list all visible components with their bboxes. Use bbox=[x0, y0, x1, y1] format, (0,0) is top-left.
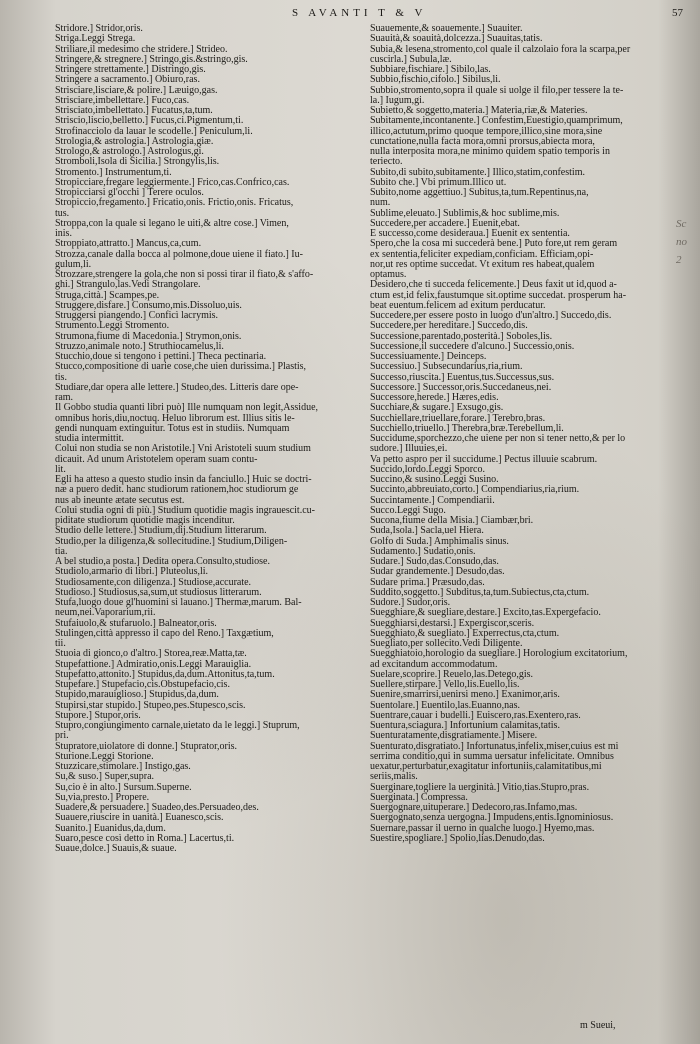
dictionary-entry-line: Sturione.Leggi Storione. bbox=[55, 750, 154, 762]
dictionary-entry-line: Su,& suso.] Super,supra. bbox=[55, 771, 155, 783]
dictionary-entry-line: cunctatione,nulla facta mora,omni prorsus,abiecta mora, bbox=[370, 135, 595, 147]
dictionary-entry-line: Strozzare,strengere la gola,che non si possi tirar il fiato,& s'affo- bbox=[55, 269, 314, 280]
dictionary-entry-line: Suellere,stirpare.] Vello,lis.Euello,lis. bbox=[370, 679, 520, 690]
dictionary-entry-line: Studiare,dar opera alle lettere.] Studeo,des. Litteris dare ope- bbox=[55, 381, 299, 393]
dictionary-entry-line: Subbiare,fischiare.] Sibilo,las. bbox=[370, 64, 491, 75]
running-head: S AVANTI T & V bbox=[292, 7, 427, 19]
dictionary-entry-line: ex sententia,feliciter expediam,conficiam. Efficiam,opi- bbox=[370, 248, 594, 260]
dictionary-entry-line: næ a puero dedit. hanc studiorum rationem,hoc studiorum ge bbox=[55, 484, 299, 496]
dictionary-entry-line: tis. bbox=[55, 371, 67, 383]
dictionary-entry-line: Suenire,smarrirsi,uenirsi meno.] Exanimor,aris. bbox=[370, 689, 560, 701]
dictionary-entry-line: Stropicciarsi gl'occhi ] Terere oculos. bbox=[55, 187, 204, 198]
dictionary-entry-line: Successione,il succedere d'alcuno.] Successio,onis. bbox=[370, 340, 575, 352]
dictionary-entry-line: Subbio,fischio,cifolo.] Sibilus,li. bbox=[370, 74, 501, 86]
dictionary-entry-line: Stucchio,doue si tengono i pettini.] Theca pectinaria. bbox=[55, 351, 267, 362]
dictionary-entry-line: Su,cio è in alto.] Sursum.Superne. bbox=[55, 781, 192, 793]
dictionary-entry-line: Suernare,passar il uerno in qualche luogo.] Hyemo,mas. bbox=[370, 822, 595, 834]
dictionary-entry-line: Striscio,liscio,belletto.] Fucus,ci.Pigmentum,ti. bbox=[55, 115, 244, 127]
dictionary-entry-line: Sudar grandemente.] Desudo,das. bbox=[370, 566, 505, 578]
dictionary-entry-line: Su,via,presto.] Propere. bbox=[55, 791, 150, 803]
dictionary-entry-line: Successione,parentado,posterità.] Soboles,lis. bbox=[370, 330, 553, 342]
dictionary-entry-line: Sudamento.] Sudatio,onis. bbox=[370, 545, 476, 557]
page-number: 57 bbox=[672, 7, 683, 19]
dictionary-entry-line: ad excitandum accommodatum. bbox=[370, 658, 498, 670]
dictionary-entry-line: Golfo di Suda.] Amphimalis sinus. bbox=[370, 535, 509, 547]
dictionary-entry-line: Sudare.] Sudo,das.Consudo,das. bbox=[370, 556, 499, 567]
dictionary-entry-line: Stupore.] Stupor,oris. bbox=[55, 709, 141, 721]
dictionary-entry-line: Sudare prima.] Præsudo,das. bbox=[370, 576, 485, 588]
dictionary-entry-line: Suaue,dolce.] Suauis,& suaue. bbox=[55, 843, 177, 854]
dictionary-entry-line: Succo.Leggi Sugo. bbox=[370, 504, 446, 516]
dictionary-entry-line: Stroppa,con la quale si legano le uiti,& altre cose.] Vimen, bbox=[55, 217, 289, 229]
dictionary-entry-line: Stringere a sacramento.] Obiuro,ras. bbox=[55, 74, 200, 86]
dictionary-entry-line: ctum est,id felix,faustumque sit.optime succedat. prosperum ha- bbox=[370, 289, 627, 301]
dictionary-entry-line: Stringere strettamente.] Distringo,gis. bbox=[55, 64, 206, 75]
dictionary-entry-line: Strisciare,lisciare,& polire.] Læuigo,gas. bbox=[55, 84, 218, 96]
dictionary-entry-line: Succhiellare,triuellare,forare.] Terebro,bras. bbox=[370, 412, 546, 424]
dictionary-entry-line: Suaro,pesce così detto in Roma.] Lacertus,ti. bbox=[55, 832, 235, 844]
dictionary-entry-line: Strisciare,imbellettare.] Fuco,cas. bbox=[55, 94, 190, 106]
dictionary-entry-line: Subito che.] Vbi primum.Illico ut. bbox=[370, 176, 507, 188]
dictionary-entry-line: Stufa,luogo doue gl'huomini si lauano.] Thermæ,marum. Bal- bbox=[55, 597, 302, 608]
dictionary-entry-line: Studio delle lettere.] Studium,dij.Studium litterarum. bbox=[55, 525, 267, 537]
dictionary-entry-line: Struzzo,animale noto.] Struthiocamelus,li. bbox=[55, 340, 224, 352]
dictionary-entry-line: Stridore.] Stridor,oris. bbox=[55, 23, 143, 34]
dictionary-entry-line: inis. bbox=[55, 228, 72, 239]
dictionary-entry-line: tus. bbox=[55, 207, 70, 219]
dictionary-entry-line: Struggersi piangendo.] Conficì lacrymis. bbox=[55, 310, 219, 321]
dictionary-entry-line: Suergognare,uituperare.] Dedecoro,ras.Infamo,mas. bbox=[370, 802, 578, 813]
dictionary-entry-line: dicauit. Ad unum Aristotelem operam suam contu- bbox=[55, 453, 258, 465]
dictionary-entry-line: Stupefare.] Stupefacio,cis.Obstupefacio,cis. bbox=[55, 679, 230, 690]
dictionary-entry-line: E successo,come desideraua.] Euenit ex sententia. bbox=[370, 228, 570, 239]
right-column bbox=[370, 24, 690, 844]
dictionary-entry-line: Suauemente,& soauemente.] Suauiter. bbox=[370, 23, 523, 34]
dictionary-entry-line: Suerginata.] Compressa. bbox=[370, 791, 468, 803]
dictionary-entry-line: Suestire,spogliare.] Spolio,lias.Denudo,das. bbox=[370, 832, 545, 844]
dictionary-entry-line: gulum,li. bbox=[55, 258, 92, 270]
dictionary-entry-line: Succino,& susino.Leggi Susino. bbox=[370, 474, 499, 485]
dictionary-entry-line: Studiosamente,con diligenza.] Studiose,accurate. bbox=[55, 576, 252, 588]
dictionary-entry-line: Strumona,fiume di Macedonia.] Strymon,onis. bbox=[55, 330, 242, 342]
dictionary-entry-line: studia intermittit. bbox=[55, 433, 124, 444]
dictionary-entry-line: Subbio,stromento,sopra il quale si uolge il filo,per tessere la te- bbox=[370, 84, 624, 96]
dictionary-entry-line: Studioso.] Studiosus,sa,sum,ut studiosus litterarum. bbox=[55, 586, 262, 598]
left-column bbox=[55, 24, 370, 854]
dictionary-entry-line: Suelare,scoprire.] Reuelo,las.Detego,gis. bbox=[370, 668, 534, 680]
dictionary-entry-line: Stulingen,città appresso il capo del Reno.] Taxgætium, bbox=[55, 627, 274, 639]
dictionary-entry-line: Succidume,sporchezzo,che uiene per non si tener netto,& per lo bbox=[370, 433, 626, 444]
dictionary-entry-line: teriecto. bbox=[370, 156, 403, 168]
dictionary-entry-line: Stropiccio,fregamento.] Fricatio,onis. Frictio,onis. Fricatus, bbox=[55, 197, 294, 209]
dictionary-entry-line: Suauità,& soauità,dolcezza.] Suauitas,tatis. bbox=[370, 33, 543, 45]
dictionary-entry-line: nor,ut res optime succedat. Vt exitum res habeat,qualem bbox=[370, 258, 595, 270]
dictionary-entry-line: Sublime,eleuato.] Sublimis,& hoc sublime,mis. bbox=[370, 207, 560, 219]
dictionary-entry-line: Stroppiato,attratto.] Mancus,ca,cum. bbox=[55, 238, 202, 250]
dictionary-entry-line: Succedere,per hereditare.] Succedo,dis. bbox=[370, 320, 528, 332]
dictionary-entry-line: Subito,nome aggettiuo.] Subitus,ta,tum.Repentinus,na, bbox=[370, 187, 589, 198]
dictionary-entry-line: Studiolo,armario di libri.] Pluteolus,li. bbox=[55, 566, 209, 578]
dictionary-entry-line: Stupefatto,attonito.] Stupidus,da,dum.Attonitus,ta,tum. bbox=[55, 668, 275, 680]
dictionary-entry-line: Successiuamente.] Deinceps. bbox=[370, 351, 487, 362]
dictionary-entry-line: uexatur,perturbatur,exagitatur infortuniis,calamitatibus,mi bbox=[370, 761, 602, 772]
dictionary-entry-line: Stuzzicare,stimolare.] Instigo,gas. bbox=[55, 761, 191, 772]
dictionary-entry-line: Stufaiuolo,& stufaruolo.] Balneator,oris. bbox=[55, 617, 217, 629]
dictionary-entry-line: Egli ha atteso a questo studio insin da fanciullo.] Huic se doctri- bbox=[55, 474, 312, 485]
dictionary-entry-line: gendi nunquam extinguitur. Totus est in studiis. Numquam bbox=[55, 422, 290, 434]
dictionary-entry-line: Succedere,per accadere.] Euenit,ebat. bbox=[370, 217, 520, 229]
dictionary-entry-line: sudore.] Illuuies,ei. bbox=[370, 443, 448, 455]
dictionary-entry-line: Subito,di subito,subitamente.] Illico,statim,confestim. bbox=[370, 166, 585, 178]
dictionary-entry-line: Suadere,& persuadere.] Suadeo,des.Persuadeo,des. bbox=[55, 802, 259, 813]
dictionary-entry-line: Suddito,soggetto.] Subditus,ta,tum.Subiectus,cta,ctum. bbox=[370, 586, 590, 598]
dictionary-entry-line: Stromento.] Instrumentum,ti. bbox=[55, 166, 172, 178]
dictionary-entry-line: Suentrare,cauar i budelli.] Euiscero,ras.Exentero,ras. bbox=[370, 709, 581, 721]
dictionary-entry-line: serrima conditio,qui in summa uersatur infelicitate. Omnibus bbox=[370, 750, 614, 762]
dictionary-entry-line: piditate studiorum quotidie magis incenditur. bbox=[55, 515, 235, 526]
dictionary-entry-line: Struga,città.] Scampes,pe. bbox=[55, 289, 160, 301]
dictionary-entry-line: Suentura,sciagura.] Infortunium calamitas,tatis. bbox=[370, 720, 560, 731]
margin-note-fragment: 2 bbox=[676, 254, 682, 266]
dictionary-entry-line: Suerginare,togliere la uerginità.] Vitio,tias.Stupro,pras. bbox=[370, 781, 590, 793]
dictionary-entry-line: Suenturatamente,disgratiamente.] Misere. bbox=[370, 730, 538, 742]
dictionary-entry-line: Strologo,& astrologo.] Astrologus,gi. bbox=[55, 146, 204, 157]
dictionary-entry-line: ram. bbox=[55, 392, 74, 403]
dictionary-entry-line: Suenturato,disgratiato.] Infortunatus,infelix,miser,cuius est mi bbox=[370, 740, 619, 752]
dictionary-entry-line: lit. bbox=[55, 463, 66, 475]
dictionary-entry-line: beat euentum.felicem ad exitum perducatur. bbox=[370, 299, 546, 311]
dictionary-entry-line: Il Gobbo studia quanti libri può] Ille numquam non legit,Assidue, bbox=[55, 402, 319, 414]
dictionary-entry-line: Stupirsi,star stupido.] Stupeo,pes.Stupesco,scis. bbox=[55, 699, 246, 711]
dictionary-entry-line: seriis,malis. bbox=[370, 771, 418, 783]
dictionary-entry-line: Colui studia ogni dì più.] Studium quotidie magis ingrauescit.cu- bbox=[55, 504, 315, 516]
dictionary-entry-line: Strozza,canale dalla bocca al polmone,doue uiene il fiato.] Iu- bbox=[55, 248, 303, 260]
dictionary-entry-line: tii. bbox=[55, 638, 66, 649]
dictionary-entry-line: illico,actutum,primo quoque tempore,illico,sine mora,sine bbox=[370, 125, 603, 137]
dictionary-entry-line: Desidero,che ti succeda felicemente.] Deus faxit ut id,quod a- bbox=[370, 279, 617, 291]
dictionary-entry-line: Studio,per la diligenza,& sollecitudine.] Studium,Diligen- bbox=[55, 535, 288, 547]
dictionary-entry-line: Successo,riuscita.] Euentus,tus.Successus,sus. bbox=[370, 371, 555, 383]
dictionary-entry-line: Struggere,disfare.] Consumo,mis.Dissoluo,uis. bbox=[55, 299, 242, 311]
page-header bbox=[0, 4, 700, 22]
dictionary-entry-line: Suegliato,per sollecito.Vedi Diligente. bbox=[370, 638, 523, 649]
dictionary-entry-line: Stupefattione.] Admiratio,onis.Leggi Marauiglia. bbox=[55, 658, 252, 670]
dictionary-entry-line: Stringere,& stregnere.] Stringo,gis.&stringo,gis. bbox=[55, 53, 248, 65]
dictionary-entry-line: Suda,Isola.] Sacla,uel Hiera. bbox=[370, 525, 484, 537]
dictionary-entry-line: Suegghiare,& suegliare,destare.] Excito,tas.Expergefacio. bbox=[370, 607, 601, 619]
dictionary-entry-line: nulla interposita mora,ne minimo quidem spatio temporis in bbox=[370, 146, 610, 157]
dictionary-entry-line: Suegghiarsi,destarsi.] Expergiscor,sceris. bbox=[370, 617, 535, 629]
dictionary-entry-line: Sudore.] Sudor,oris. bbox=[370, 597, 451, 608]
dictionary-entry-line: Successore.] Successor,oris.Succedaneus,nei. bbox=[370, 381, 552, 393]
dictionary-entry-line: Suauere,riuscire in uanità.] Euanesco,scis. bbox=[55, 812, 224, 824]
dictionary-entry-line: pri. bbox=[55, 730, 69, 742]
dictionary-entry-line: Succinto,abbreuiato,corto.] Compendiarius,ria,rium. bbox=[370, 484, 580, 496]
dictionary-entry-line: Suentolare.] Euentilo,las.Euanno,nas. bbox=[370, 699, 520, 711]
dictionary-entry-line: Va petto aspro per il succidume.] Pectus illuuie scabrum. bbox=[370, 453, 598, 465]
dictionary-entry-line: la.] Iugum,gi. bbox=[370, 94, 425, 106]
dictionary-entry-line: Stupido,marauiglioso.] Stupidus,da,dum. bbox=[55, 689, 219, 701]
dictionary-entry-line: Suegghiatoio,horologio da suegliare.] Horologium excitatorium, bbox=[370, 648, 628, 660]
dictionary-entry-line: Stromboli,Isola di Sicilia.] Strongylis,lis. bbox=[55, 156, 220, 168]
dictionary-entry-line: Suegghiato,& suegliato.] Experrectus,cta,ctum. bbox=[370, 627, 560, 639]
dictionary-entry-line: num. bbox=[370, 197, 391, 209]
dictionary-entry-line: Colui non studia se non Aristotile.] Vni Aristoteli suum studium bbox=[55, 443, 311, 455]
dictionary-entry-line: Stucco,compositione di uarie cose,che uien durissima.] Plastis, bbox=[55, 361, 307, 373]
margin-note-fragment: no bbox=[676, 236, 687, 248]
dictionary-entry-line: Stropicciare,fregare leggiermente.] Frico,cas.Confrico,cas. bbox=[55, 176, 290, 188]
dictionary-entry-line: Stuoia di gionco,o d'altro.] Storea,reæ.Matta,tæ. bbox=[55, 648, 247, 660]
margin-note-fragment: Sc bbox=[676, 218, 687, 230]
dictionary-entry-line: Striliare,il medesimo che stridere.] Strideo. bbox=[55, 43, 228, 55]
dictionary-entry-line: optamus. bbox=[370, 269, 407, 280]
dictionary-entry-line: Succido,lordo.Leggi Sporco. bbox=[370, 463, 485, 475]
dictionary-entry-line: Suanito.] Euanidus,da,dum. bbox=[55, 822, 166, 834]
dictionary-entry-line: omnibus horis,diu,noctuq. Heluo librorum est. Illius sitis le- bbox=[55, 412, 295, 424]
dictionary-entry-line: Strumento.Leggi Stromento. bbox=[55, 320, 170, 332]
handwritten-margin-note bbox=[676, 215, 700, 269]
catchword: m Sueui, bbox=[580, 1020, 616, 1031]
dictionary-entry-line: Succintamente.] Compendiarii. bbox=[370, 494, 495, 506]
dictionary-entry-line: tia. bbox=[55, 545, 68, 557]
dictionary-entry-line: neum,nei.Vaporarium,rii. bbox=[55, 607, 156, 619]
dictionary-entry-line: Stupro,congiungimento carnale,uietato da le leggi.] Stuprum, bbox=[55, 720, 300, 731]
dictionary-entry-line: Spero,che la cosa mi succederà bene.] Puto fore,ut rem geram bbox=[370, 238, 618, 250]
dictionary-entry-line: Strologia,& astrologia.] Astrologia,giæ. bbox=[55, 135, 214, 147]
dictionary-entry-line: Successore,herede.] Hæres,edis. bbox=[370, 392, 499, 403]
dictionary-entry-line: Stupratore,uiolatore di donne.] Stuprator,oris. bbox=[55, 740, 238, 752]
dictionary-entry-line: Strisciato,imbellettato.] Fucatus,ta,tum. bbox=[55, 105, 213, 116]
dictionary-entry-line: ghi.] Strangulo,las.Vedi Strangolare. bbox=[55, 279, 201, 291]
dictionary-entry-line: nus ab ineunte ætate secutus est. bbox=[55, 494, 185, 506]
dictionary-entry-line: Subietto,& soggetto,materia.] Materia,riæ,& Materies. bbox=[370, 105, 588, 116]
dictionary-entry-line: Strofinacciolo da lauar le scodelle.] Peniculum,li. bbox=[55, 125, 253, 137]
dictionary-entry-line: A bel studio,a posta.] Dedita opera.Consulto,studiose. bbox=[55, 556, 270, 567]
dictionary-entry-line: Striga.Leggi Strega. bbox=[55, 33, 136, 45]
dictionary-entry-line: cuscirla.] Subula,læ. bbox=[370, 53, 452, 65]
dictionary-entry-line: Suergognato,senza uergogna.] Impudens,entis.Ignominiosus. bbox=[370, 812, 614, 824]
dictionary-entry-line: Succhiare,& sugare.] Exsugo,gis. bbox=[370, 402, 504, 414]
dictionary-entry-line: Succhiello,triuello.] Therebra,bræ.Terebellum,li. bbox=[370, 422, 564, 434]
dictionary-entry-line: Subitamente,incontanente.] Confestim,Euestigio,quamprimum, bbox=[370, 115, 623, 127]
dictionary-entry-line: Succedere,per essere posto in luogo d'un'altro.] Succedo,dis. bbox=[370, 310, 612, 321]
dictionary-entry-line: Subia,& lesena,stromento,col quale il calzolaio fora la scarpa,per bbox=[370, 43, 631, 55]
dictionary-entry-line: Successiuo.] Subsecundarius,ria,rium. bbox=[370, 361, 523, 373]
dictionary-entry-line: Sucona,fiume della Misia.] Ciambær,bri. bbox=[370, 515, 534, 526]
